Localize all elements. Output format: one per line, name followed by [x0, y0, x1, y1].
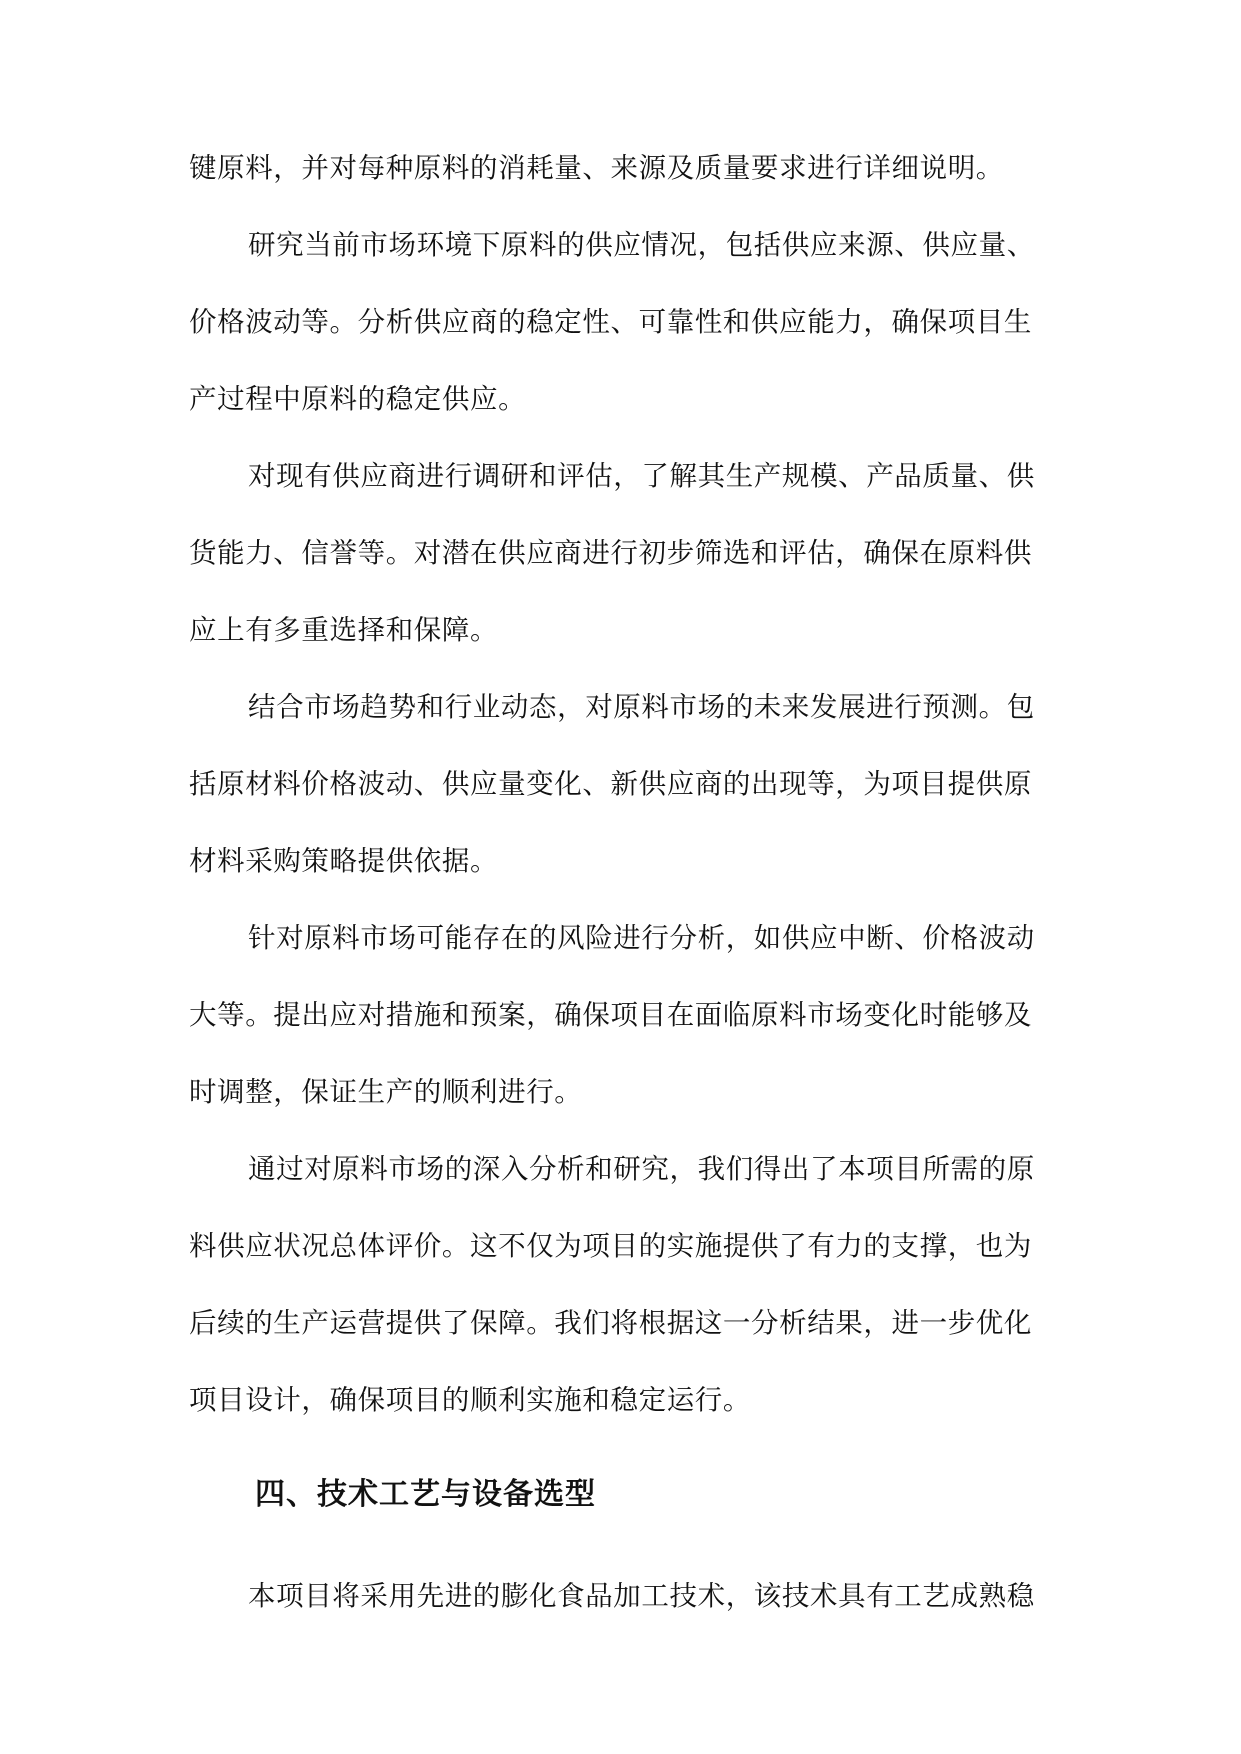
paragraph-line: 针对原料市场可能存在的风险进行分析，如供应中断、价格波动 [248, 922, 1035, 954]
paragraph-line: 通过对原料市场的深入分析和研究，我们得出了本项目所需的原 [248, 1153, 1035, 1185]
paragraph-line: 项目设计，确保项目的顺利实施和稳定运行。 [189, 1384, 751, 1416]
paragraph-line: 后续的生产运营提供了保障。我们将根据这一分析结果，进一步优化 [189, 1307, 1032, 1339]
paragraph-line: 货能力、信誉等。对潜在供应商进行初步筛选和评估，确保在原料供 [189, 537, 1032, 569]
paragraph-line: 时调整，保证生产的顺利进行。 [189, 1076, 583, 1108]
section-heading: 四、技术工艺与设备选型 [255, 1477, 596, 1512]
paragraph-line: 括原材料价格波动、供应量变化、新供应商的出现等，为项目提供原 [189, 768, 1032, 800]
paragraph-line: 材料采购策略提供依据。 [189, 845, 499, 877]
paragraph-line: 研究当前市场环境下原料的供应情况，包括供应来源、供应量、 [248, 229, 1035, 261]
paragraph-line: 对现有供应商进行调研和评估，了解其生产规模、产品质量、供 [248, 460, 1035, 492]
paragraph-line: 应上有多重选择和保障。 [189, 614, 499, 646]
paragraph-line: 大等。提出应对措施和预案，确保项目在面临原料市场变化时能够及 [189, 999, 1032, 1031]
paragraph-line: 键原料，并对每种原料的消耗量、来源及质量要求进行详细说明。 [189, 152, 1004, 184]
paragraph-line: 本项目将采用先进的膨化食品加工技术，该技术具有工艺成熟稳 [248, 1580, 1035, 1612]
paragraph-line: 产过程中原料的稳定供应。 [189, 383, 527, 415]
paragraph-line: 结合市场趋势和行业动态，对原料市场的未来发展进行预测。包 [248, 691, 1035, 723]
paragraph-line: 料供应状况总体评价。这不仅为项目的实施提供了有力的支撑，也为 [189, 1230, 1032, 1262]
paragraph-line: 价格波动等。分析供应商的稳定性、可靠性和供应能力，确保项目生 [189, 306, 1032, 338]
